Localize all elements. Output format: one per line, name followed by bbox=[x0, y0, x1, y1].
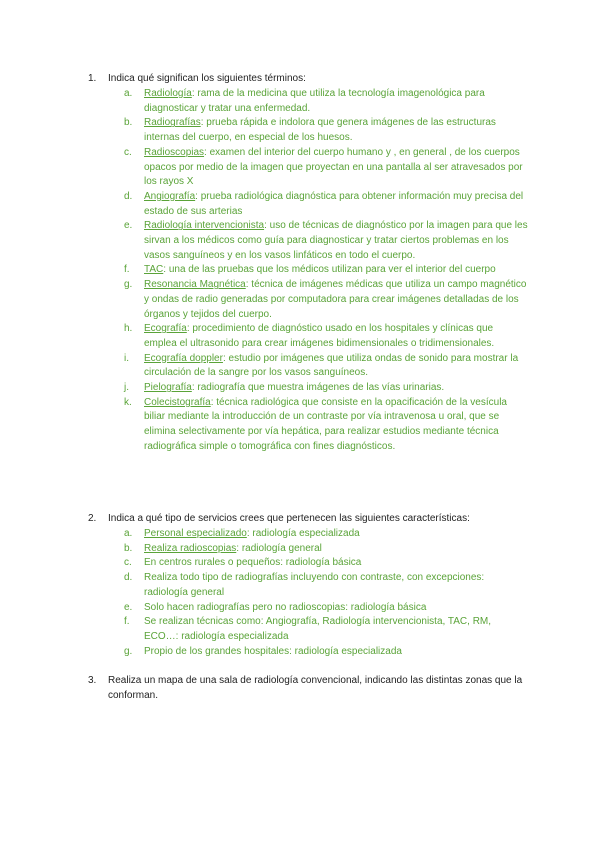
answer-item bbox=[124, 352, 528, 381]
answer-term: Resonancia Magnética bbox=[144, 279, 246, 291]
answer-item bbox=[124, 556, 528, 571]
answer-definition: Propio de los grandes hospitales: radiología especializada bbox=[144, 645, 402, 657]
answer-letter: d. bbox=[124, 572, 133, 584]
answer-definition: : radiología general bbox=[236, 542, 322, 554]
answer-term: TAC bbox=[144, 264, 164, 276]
answer-definition: : procedimiento de diagnóstico usado en los hospitales y clínicas que emplea el ultrasonido para crear imágenes bidimensionales o tridimensionales. bbox=[144, 323, 495, 349]
answer-definition: : rama de la medicina que utiliza la tecnología imagenológica para diagnosticar y tratar una enfermedad. bbox=[144, 88, 485, 114]
answer-definition: : una de las pruebas que los médicos utilizan para ver el interior del cuerpo bbox=[163, 264, 496, 276]
answer-letter: k. bbox=[124, 396, 132, 408]
answer-term: Radiología intervencionista bbox=[144, 220, 265, 232]
answer-item bbox=[124, 645, 528, 660]
answer-letter: j. bbox=[124, 382, 129, 394]
answer-item bbox=[124, 322, 528, 351]
answer-term: Ecografía doppler bbox=[144, 352, 223, 364]
answer-term: Realiza radioscopias bbox=[144, 542, 237, 554]
question-2-number: 2. bbox=[88, 513, 97, 524]
question-2-answers bbox=[124, 527, 528, 659]
answer-letter: a. bbox=[124, 528, 133, 539]
answer-definition: : prueba radiológica diagnóstica para obtener información muy precisa del estado de sus arterias bbox=[144, 190, 524, 217]
question-3 bbox=[88, 674, 528, 703]
answer-letter: a. bbox=[124, 88, 133, 99]
answer-letter: f. bbox=[124, 616, 130, 628]
answer-item bbox=[124, 146, 528, 190]
question-1-number: 1. bbox=[88, 73, 97, 84]
answer-term: Radioscopias bbox=[144, 146, 205, 158]
answer-definition: Solo hacen radiografías pero no radioscopias: radiología básica bbox=[144, 601, 427, 613]
answer-definition: Se realizan técnicas como: Angiografía, Radiología intervencionista, TAC, RM, ECO…: radiología especializada bbox=[144, 616, 492, 642]
answer-term: Ecografía bbox=[144, 323, 187, 335]
answer-definition: : técnica de imágenes médicas que utiliza un campo magnético y ondas de radio generadas por computadora para crear imágenes detalladas de los órganos y tejidos del cuerpo. bbox=[144, 279, 527, 320]
answer-definition: : estudio por imágenes que utiliza ondas de sonido para mostrar la circulación de la sangre por los vasos sanguíneos. bbox=[144, 352, 519, 379]
answer-term: Angiografía bbox=[144, 190, 196, 202]
answer-letter: g. bbox=[124, 279, 133, 291]
answer-letter: c. bbox=[124, 557, 132, 569]
answer-item bbox=[124, 116, 528, 145]
answer-item bbox=[124, 542, 528, 557]
question-1-answers bbox=[124, 87, 528, 455]
answer-definition: En centros rurales o pequeños: radiología básica bbox=[144, 557, 362, 569]
answer-letter: f. bbox=[124, 264, 130, 276]
answer-letter: b. bbox=[124, 542, 133, 554]
answer-item bbox=[124, 527, 528, 542]
answer-term: Colecistografía bbox=[144, 396, 211, 408]
answer-term: Pielografía bbox=[144, 382, 192, 394]
question-2-text: Indica a qué tipo de servicios crees que pertenecen las siguientes características: bbox=[108, 513, 470, 524]
answer-letter: i. bbox=[124, 352, 129, 364]
question-1-text: Indica qué significan los siguientes términos: bbox=[108, 73, 306, 84]
answer-term: Personal especializado bbox=[144, 528, 247, 539]
answer-definition: Realiza todo tipo de radiografías incluyendo con contraste, con excepciones: radiología general bbox=[144, 572, 485, 598]
answer-definition: : uso de técnicas de diagnóstico por la imagen para que les sirvan a los médicos como guía para diagnosticar y tratar ciertos problemas en los vasos sanguíneos y en los vasos linfáticos en todo el cuerpo. bbox=[144, 220, 528, 261]
answer-item bbox=[124, 219, 528, 263]
answer-item bbox=[124, 615, 528, 644]
answer-definition: : examen del interior del cuerpo humano y , en general , de los cuerpos opacos por medio de la imagen que proyectan en una pantalla al ser atravesados por los rayos X bbox=[144, 146, 523, 188]
answer-letter: g. bbox=[124, 645, 133, 657]
answer-item bbox=[124, 190, 528, 219]
answer-definition: : radiografía que muestra imágenes de las vías urinarias. bbox=[191, 382, 445, 394]
question-3-text: Realiza un mapa de una sala de radiología convencional, indicando las distintas zonas que la conforman. bbox=[108, 675, 523, 701]
answer-definition: : prueba rápida e indolora que genera imágenes de las estructuras internas del cuerpo, en especial de los huesos. bbox=[144, 117, 496, 144]
answer-term: Radiografías bbox=[144, 117, 201, 129]
answer-letter: e. bbox=[124, 601, 133, 613]
answer-item bbox=[124, 87, 528, 116]
answer-letter: d. bbox=[124, 190, 133, 202]
answer-letter: c. bbox=[124, 146, 132, 158]
answer-item bbox=[124, 601, 528, 616]
answer-definition: : radiología especializada bbox=[246, 528, 360, 539]
answer-letter: b. bbox=[124, 117, 133, 129]
answer-item bbox=[124, 263, 528, 278]
answer-letter: h. bbox=[124, 323, 133, 335]
answer-letter: e. bbox=[124, 220, 133, 232]
question-2 bbox=[88, 512, 528, 527]
answer-item bbox=[124, 381, 528, 396]
question-1 bbox=[88, 72, 528, 87]
answer-definition: : técnica radiológica que consiste en la opacificación de la vesícula biliar mediante la introducción de un contraste por vía intravenosa u oral, que se elimina selectivamente por vía hepática, para realizar estudios mediante técnica radiográfica simple o tomográfica con fines diagnósticos. bbox=[144, 396, 507, 452]
answer-term: Radiología bbox=[144, 88, 192, 99]
question-3-number: 3. bbox=[88, 675, 97, 686]
answer-item bbox=[124, 571, 528, 600]
answer-item bbox=[124, 278, 528, 322]
answer-item bbox=[124, 396, 528, 455]
